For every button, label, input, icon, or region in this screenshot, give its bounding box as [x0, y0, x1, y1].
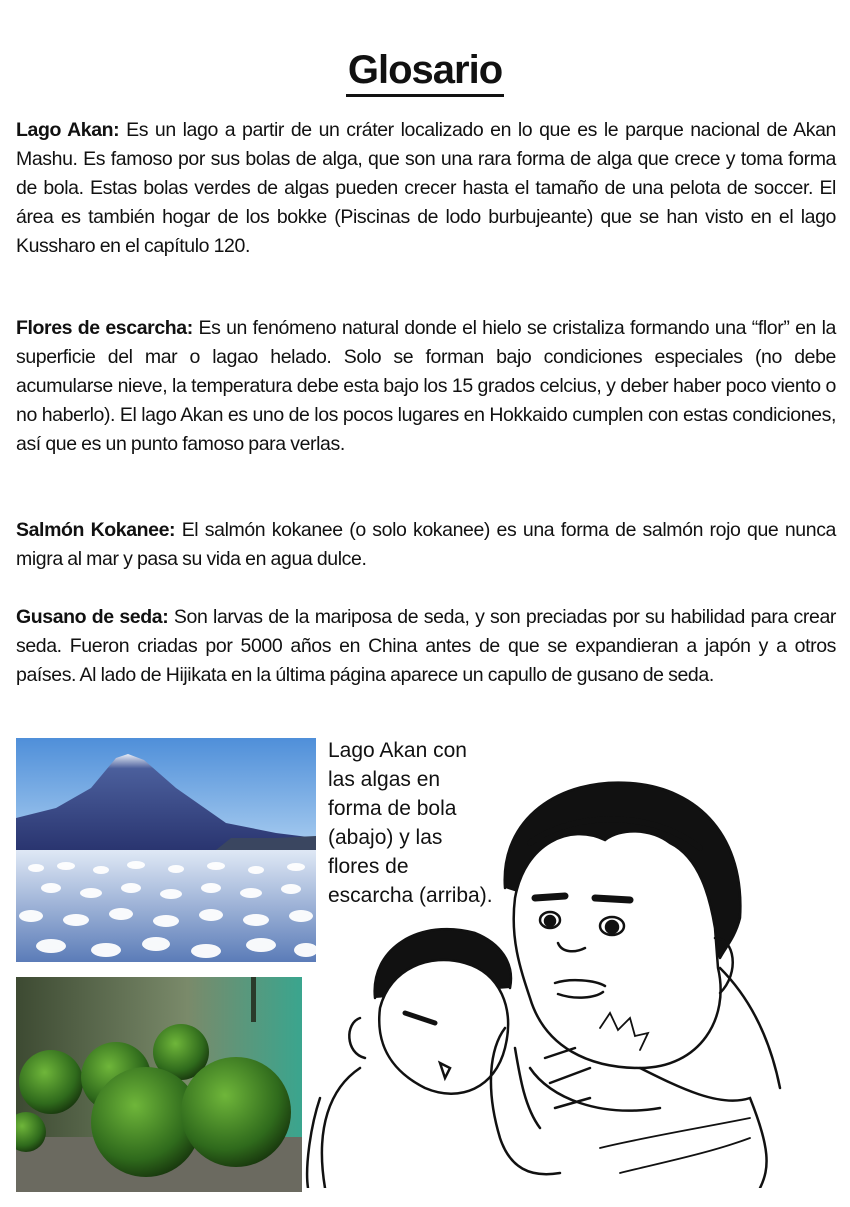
entry-definition: El salmón kokanee (o solo kokanee) es una forma de salmón rojo que nunca migra al mar y pasa su vida en agua dulce.	[16, 519, 836, 570]
marimo-algae-photo	[16, 977, 302, 1192]
entry-term: Salmón Kokanee:	[16, 519, 176, 541]
entry-definition: Son larvas de la mariposa de seda, y son preciadas por su habilidad para crear seda. Fueron criadas por 5000 años en China antes de que se expandieran a japón y a otros países. Al lado de Hijikata en la última página aparece un capullo de gusano de seda.	[16, 606, 836, 686]
manga-illustration	[300, 768, 810, 1188]
entry-definition: Es un lago a partir de un cráter localizado en lo que es le parque nacional de Akan Mashu. Es famoso por sus bolas de alga, que son una rara forma de alga que crece y toma forma de bola. Estas bolas verdes de algas pueden crecer hasta el tamaño de una pelota de soccer. El área es también hogar de los bokke (Piscinas de lodo burbujeante) que se han visto en el lago Kussharo en el capítulo 120.	[16, 119, 836, 257]
glossary-entry-flores-de-escarcha	[16, 314, 836, 459]
entry-term: Flores de escarcha:	[16, 317, 193, 339]
entry-term: Gusano de seda:	[16, 606, 169, 628]
image-caption: Lago Akan con las algas en forma de bola (abajo) y las flores de escarcha (arriba).	[328, 739, 493, 907]
page-title: Glosario	[0, 48, 850, 93]
glossary-entry-lago-akan	[16, 116, 836, 261]
entry-definition: Es un fenómeno natural donde el hielo se cristaliza formando una “flor” en la superficie del mar o lagao helado. Solo se forman bajo condiciones especiales (no debe acumularse nieve, la temperatura debe esta bajo los 15 grados celcius, y deber haber poco viento o no haberlo). El lago Akan es uno de los pocos lugares en Hokkaido cumplen con estas condiciones, así que es un punto famoso para verlas.	[16, 317, 836, 455]
glossary-entry-salmon-kokanee	[16, 516, 836, 574]
glossary-entry-gusano-de-seda	[16, 603, 836, 690]
frost-flowers-photo	[16, 738, 316, 962]
entry-term: Lago Akan:	[16, 119, 120, 141]
